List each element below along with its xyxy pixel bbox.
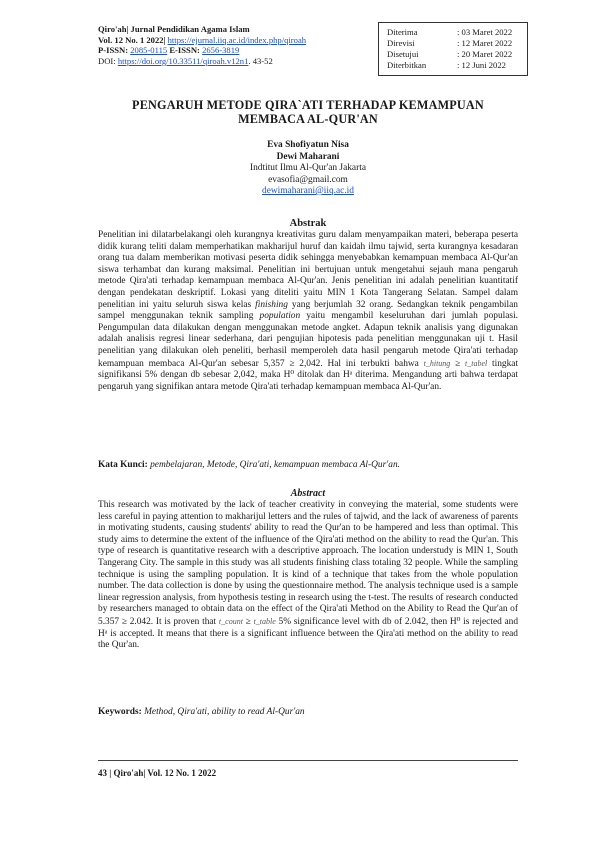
journal-name: Qiro'ah| Jurnal Pendidikan Agama Islam <box>98 24 250 34</box>
pissn-link[interactable]: 2085-0115 <box>130 45 168 56</box>
t-tabel-symbol: t_tabel <box>465 358 488 368</box>
ge-symbol: ≥ <box>455 358 461 369</box>
date-value: : 12 Maret 2022 <box>457 38 513 48</box>
date-row-approved <box>387 49 527 60</box>
date-label: Diterima <box>387 27 418 37</box>
abstrak-text: yaitu mengambil keseluruhan dari jumlah populasi. Pengumpulan data dilakukan dengan menggunakan metode angket. Adapun teknik analisis yang digunakan adalah analisis regresi linear sederhana, dari pengujian hipotesis pada penelitian menggunakan uji t. Hasil penelitian yang dilakukan oleh peneliti, berhasil memperoleh data hasil pengaruh metode Qira'ati terhadap kemampuan membaca Al-Qur'an sebesar 5,357 ≥ 2,042. Hal ini terbukti bahwa <box>98 311 519 369</box>
abstract-heading: Abstract <box>290 488 326 499</box>
keywords <box>98 707 518 719</box>
eissn-label: E-ISSN: <box>169 45 200 56</box>
date-value: : 12 Juni 2022 <box>457 60 506 70</box>
date-row-published <box>387 60 527 71</box>
journal-url-link[interactable]: https://ejurnal.iiq.ac.id/index.php/qiroah <box>167 34 307 45</box>
date-value: : 20 Maret 2022 <box>457 49 513 59</box>
author-block <box>98 140 518 198</box>
eissn-link[interactable]: 2656-3819 <box>202 45 240 56</box>
abstrak-heading: Abstrak <box>289 218 327 229</box>
dates-box <box>378 22 528 76</box>
institution: Indtitut Ilmu Al-Qur'an Jakarta <box>250 163 366 173</box>
abstrak-italic-term: finishing <box>255 299 288 310</box>
ge-symbol: ≥ <box>245 616 251 627</box>
journal-header <box>98 24 306 66</box>
abstrak-body <box>98 230 518 393</box>
abstrak-italic-term: population <box>259 311 301 322</box>
title-line-1: PENGARUH METODE QIRA`ATI TERHADAP KEMAMPUAN <box>132 98 484 112</box>
date-row-received <box>387 27 527 38</box>
email-2-link[interactable]: dewimaharani@iiq.ac.id <box>262 186 354 196</box>
kata-kunci <box>98 460 518 472</box>
page-range: . 43-52 <box>248 55 273 66</box>
abstract-body <box>98 500 518 652</box>
footer-divider <box>98 760 518 761</box>
date-label: Diterbitkan <box>387 60 427 70</box>
date-label: Direvisi <box>387 38 415 48</box>
keywords-value: Method, Qira'ati, ability to read Al-Qur'an <box>144 707 305 717</box>
paper-title <box>98 98 518 126</box>
t-count-symbol: t_count <box>218 616 243 626</box>
kata-kunci-label: Kata Kunci: <box>98 460 148 470</box>
kata-kunci-value: pembelajaran, Metode, Qira'ati, kemampuan membaca Al-Qur'an. <box>150 460 400 470</box>
title-line-2: MEMBACA AL-QUR'AN <box>238 112 378 126</box>
doi-label: DOI: <box>98 55 116 66</box>
t-hitung-symbol: t_hitung <box>423 358 451 368</box>
abstract-text: 5% significance level with db of 2.042, then H⁰ is rejected and Hᵃ is accepted. It means that there is a significant influence between the Qira'ati method on the ability to read the Qur'an. <box>98 616 519 651</box>
email-1: evasofia@gmail.com <box>268 174 348 185</box>
author-2: Dewi Maharani <box>276 151 340 162</box>
abstract-text: This research was motivated by the lack of teacher creativity in conveying the material, some students were less careful in paying attention to makharijul letters and the rules of tajwid, and the lack of awareness of parents in motivating students, causing students' ability to read the Qur'an to be hampered and less than optimal. This study aims to determine the extent of the influence of the Qira'ati method on the ability to read the Qur'an. This type of research is quantitative research with a descriptive approach. The location understudy is MIN 1, South Tangerang City. The sample in this study was all students finishing class totaling 32 people. While the sampling technique is using the sampling population. It is kind of a technique that takes from the whole population number. The data collection is done by using the questionnaire method. The analysis technique used is a sample linear regression analysis, from hypothesis testing in research using the t-test. The results of research conducted by researchers managed to obtain data on the effect of the Qira'ati Method on the Ability to Read the Qur'an of 5.357 ≥ 2.042. It is proven that <box>98 500 518 627</box>
pissn-label: P-ISSN: <box>98 45 129 56</box>
date-row-revised <box>387 38 527 49</box>
keywords-label: Keywords: <box>98 707 142 717</box>
author-1: Eva Shofiyatun Nisa <box>267 140 349 150</box>
abstrak-text: tingkat signifikansi 5% dengan db sebesar 2,042, maka H⁰ ditolak dan Hᵃ diterima. Mengandung arti bahwa terdapat pengaruh yang signifikan antara metode Qira'ati terhadap kemampuan membaca Al-Qur'an. <box>98 358 519 392</box>
date-label: Disetujui <box>387 49 419 59</box>
date-value: : 03 Maret 2022 <box>457 27 513 37</box>
t-table-symbol: t_table <box>253 616 276 626</box>
page-footer: 43 | Qiro'ah| Vol. 12 No. 1 2022 <box>98 768 217 778</box>
journal-volume: Vol. 12 No. 1 2022| <box>98 34 166 45</box>
abstrak-text: Penelitian ini dilatarbelakangi oleh kurangnya kreativitas guru dalam menyampaikan materi, beberapa peserta didik kurang teliti dalam memperhatikan makharijul huruf dan kaidah ilmu tajwid, serta kurangnya kesadaran orang tua dalam memberikan motivasi peserta didik sehingga menyebabkan kemampuan membaca Al-Qur'an siswa terhambat dan kurang maksimal. Penelitian ini bertujuan untuk mengetahui sejauh mana pengaruh metode Qira'ati terhadap kemampuan membaca Al-Qur'an. Jenis penelitian ini adalah penelitian kuantitatif dengan pendekatan deskriptif. Lokasi yang diteliti yaitu MIN 1 Kota Tangerang Selatan. Sampel dalam penelitian ini yaitu seluruh siswa kelas <box>98 230 518 310</box>
doi-link[interactable]: https://doi.org/10.33511/qiroah.v12n1 <box>117 55 249 66</box>
abstrak-text: yang berjumlah 32 orang. Sedangkan teknik pengambilan sampel menggunakan teknik sampling <box>98 299 518 322</box>
